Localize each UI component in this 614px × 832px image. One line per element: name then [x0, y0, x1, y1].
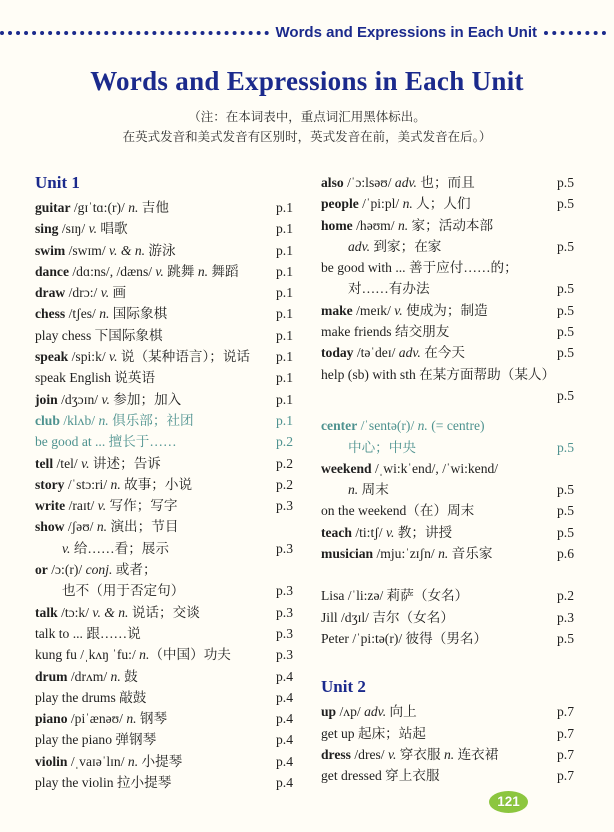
- entry-text: play chess 下国际象棋: [35, 327, 163, 343]
- vocab-entry: [35, 751, 303, 772]
- entry-text: tell /tel/ v. 讲述；告诉: [35, 455, 161, 471]
- entry-text: help (sb) with sth 在某方面帮助（某人）: [321, 366, 556, 382]
- entry-text: get up 起床；站起: [321, 725, 426, 741]
- unit-heading: Unit 2: [321, 677, 366, 697]
- page-ref: p.5: [557, 302, 574, 318]
- page-ref: p.1: [276, 391, 293, 407]
- entry-text: 中心；中央: [348, 439, 416, 455]
- page-ref: p.5: [557, 482, 574, 498]
- entry-text: Lisa /ˈli:zə/ 莉萨（女名）: [321, 588, 469, 604]
- page-ref: p.3: [557, 609, 574, 625]
- vocab-entry: [35, 218, 303, 239]
- page-ref: p.5: [557, 196, 574, 212]
- vocab-entry: [321, 765, 584, 786]
- page-ref: p.5: [557, 439, 574, 455]
- vocab-entry: [321, 300, 584, 321]
- vocab-columns: [35, 172, 584, 793]
- vocab-section: [321, 676, 584, 786]
- entry-text: teach /ti:tʃ/ v. 教；讲授: [321, 524, 453, 540]
- entry-text: be good with ... 善于应付……的；: [321, 260, 518, 276]
- vocab-entry: [35, 666, 303, 687]
- vocab-entry: [321, 342, 584, 363]
- page-ref: p.3: [276, 498, 293, 514]
- page-ref: [557, 415, 584, 436]
- vocab-entry: [35, 474, 303, 495]
- page-ref: [557, 458, 584, 479]
- entry-text: center /ˈsentə(r)/ n. (= centre): [321, 418, 485, 434]
- entry-text: dance /dɑ:ns/, /dæns/ v. 跳舞 n. 舞蹈: [35, 263, 239, 279]
- page-ref: p.5: [557, 630, 574, 646]
- vocab-entry: [321, 415, 584, 458]
- entry-text: speak /spi:k/ v. 说（某种语言）；说话: [35, 349, 251, 365]
- vocab-entry: [321, 522, 584, 543]
- entry-text: today /təˈdeɪ/ adv. 在今天: [321, 345, 465, 361]
- page-ref: p.4: [276, 732, 293, 748]
- page-ref: p.1: [276, 221, 293, 237]
- dotted-rule-left-icon: [0, 31, 269, 35]
- entry-text: adv. 到家；在家: [348, 238, 442, 254]
- page-ref: p.5: [557, 524, 574, 540]
- entry-text: talk /tɔ:k/ v. & n. 说话；交谈: [35, 604, 200, 620]
- vocab-entry: [35, 261, 303, 282]
- vocab-entry: [321, 364, 584, 407]
- entry-text: people /ˈpi:pl/ n. 人；人们: [321, 196, 471, 212]
- vocab-entry: [35, 453, 303, 474]
- page-ref: p.3: [276, 540, 293, 556]
- entry-text: play the drums 敲鼓: [35, 689, 147, 705]
- entry-text: make /meɪk/ v. 使成为；制造: [321, 302, 488, 318]
- entry-text: club /klʌb/ n. 俱乐部；社团: [35, 412, 194, 428]
- vocab-entry: [35, 708, 303, 729]
- page-ref: p.3: [276, 647, 293, 663]
- entry-text: write /raɪt/ v. 写作；写字: [35, 498, 178, 514]
- page-ref: p.1: [276, 306, 293, 322]
- entry-text: [321, 385, 557, 406]
- vocab-section: [321, 172, 584, 564]
- vocab-entry: [35, 240, 303, 261]
- entry-text: sing /sɪŋ/ v. 唱歌: [35, 221, 128, 237]
- entry-text: swim /swɪm/ v. & n. 游泳: [35, 242, 176, 258]
- page-ref: p.1: [276, 263, 293, 279]
- vocab-entry: [35, 516, 303, 559]
- page-ref: [276, 559, 303, 580]
- entry-text: Peter /ˈpi:tə(r)/ 彼得（男名）: [321, 630, 488, 646]
- entry-text: play the violin 拉小提琴: [35, 775, 172, 791]
- vocab-entry: [321, 744, 584, 765]
- vocab-entry: [35, 303, 303, 324]
- page-ref: p.2: [276, 455, 293, 471]
- vocab-entry: [321, 193, 584, 214]
- page-ref: p.5: [557, 238, 574, 254]
- vocab-entry: [35, 687, 303, 708]
- page-ref: p.1: [276, 327, 293, 343]
- page-ref: p.1: [276, 349, 293, 365]
- note-line-2: 在英式发音和美式发音有区别时，英式发音在前，美式发音在后。）: [122, 130, 492, 144]
- vocab-entry: [35, 197, 303, 218]
- running-header-label: Words and Expressions in Each Unit: [275, 24, 537, 41]
- entry-text: dress /dres/ v. 穿衣服 n. 连衣裙: [321, 746, 499, 762]
- unit-heading: Unit 1: [35, 173, 80, 192]
- page-ref: p.2: [276, 434, 293, 450]
- entry-text: get dressed 穿上衣服: [321, 768, 440, 784]
- page-ref: [557, 364, 584, 385]
- vocab-section: [35, 172, 303, 793]
- page-ref: p.7: [557, 746, 574, 762]
- vocab-entry: [35, 282, 303, 303]
- page-ref: p.5: [557, 503, 574, 519]
- vocab-entry: [35, 367, 303, 388]
- vocab-entry: [35, 623, 303, 644]
- entry-text: drum /drʌm/ n. 鼓: [35, 668, 138, 684]
- page-title: Words and Expressions in Each Unit: [90, 66, 524, 96]
- entry-text: n. 周末: [348, 482, 389, 498]
- page-ref: p.4: [276, 689, 293, 705]
- page-ref: p.1: [276, 370, 293, 386]
- page-number-badge: 121: [489, 791, 528, 813]
- entry-text: join /dʒɔɪn/ v. 参加；加入: [35, 391, 182, 407]
- vocab-entry: [35, 772, 303, 793]
- note-line-1: （注：在本词表中，重点词汇用黑体标出。: [188, 110, 426, 124]
- page-ref: p.4: [276, 668, 293, 684]
- vocab-entry: [35, 644, 303, 665]
- left-column: [35, 172, 303, 793]
- vocab-entry: [35, 410, 303, 431]
- entry-text: speak English 说英语: [35, 370, 156, 386]
- right-column: [321, 172, 584, 793]
- vocab-entry: [321, 628, 584, 649]
- vocab-entry: [321, 215, 584, 258]
- entry-text: or /ɔ:(r)/ conj. 或者；: [35, 562, 157, 578]
- entry-text: 对……有办法: [348, 281, 430, 297]
- vocab-entry: [35, 431, 303, 452]
- vocab-entry: [321, 543, 584, 564]
- vocab-entry: [321, 172, 584, 193]
- entry-text: piano /piˈænəʊ/ n. 钢琴: [35, 711, 168, 727]
- page-ref: p.4: [276, 711, 293, 727]
- page-ref: p.7: [557, 725, 574, 741]
- page-ref: p.3: [276, 583, 293, 599]
- page-ref: [276, 516, 303, 537]
- page-ref: p.5: [557, 281, 574, 297]
- page-ref: p.2: [557, 588, 574, 604]
- entry-text: be good at ... 擅长于……: [35, 434, 177, 450]
- page-ref: p.1: [276, 200, 293, 215]
- entry-text: on the weekend（在）周末: [321, 503, 475, 519]
- entry-text: draw /drɔ:/ v. 画: [35, 285, 127, 301]
- vocab-entry: [35, 559, 303, 602]
- page-ref: p.7: [557, 768, 574, 784]
- page-ref: p.5: [557, 175, 574, 190]
- vocab-entry: [35, 325, 303, 346]
- page-ref: p.5: [557, 387, 574, 403]
- entry-text: Jill /dʒɪl/ 吉尔（女名）: [321, 609, 454, 625]
- page-ref: p.5: [557, 324, 574, 340]
- entry-text: weekend /ˌwi:kˈend/, /ˈwi:kend/: [321, 460, 499, 476]
- page-ref: p.5: [557, 345, 574, 361]
- entry-text: chess /tʃes/ n. 国际象棋: [35, 306, 168, 322]
- page-ref: [557, 257, 584, 278]
- entry-text: up /ʌp/ adv. 向上: [321, 704, 417, 720]
- vocab-entry: [321, 500, 584, 521]
- vocab-entry: [321, 585, 584, 606]
- page-ref: p.4: [276, 753, 293, 769]
- page-ref: p.1: [276, 242, 293, 258]
- vocab-entry: [321, 257, 584, 300]
- page-ref: p.1: [276, 412, 293, 428]
- page-ref: [557, 215, 584, 236]
- entry-text: violin /ˌvaɪəˈlɪn/ n. 小提琴: [35, 753, 183, 769]
- vocab-entry: [35, 602, 303, 623]
- vocab-entry: [35, 389, 303, 410]
- dotted-rule-right-icon: [544, 31, 606, 35]
- vocab-entry: [35, 729, 303, 750]
- page-ref: p.6: [557, 546, 574, 562]
- note-block: [0, 107, 614, 147]
- entry-text: v. 给……看；展示: [62, 540, 169, 556]
- page-ref: p.2: [276, 476, 293, 492]
- vocab-entry: [35, 346, 303, 367]
- vocab-entry: [321, 701, 584, 722]
- vocab-entry: [321, 723, 584, 744]
- entry-text: talk to ... 跟……说: [35, 625, 141, 641]
- entry-text: play the piano 弹钢琴: [35, 732, 157, 748]
- entry-text: show /ʃəʊ/ n. 演出；节目: [35, 519, 179, 535]
- page-ref: p.3: [276, 625, 293, 641]
- entry-text: kung fu /ˌkʌŋ ˈfu:/ n.（中国）功夫: [35, 647, 231, 663]
- page-ref: p.4: [276, 775, 293, 791]
- entry-text: also /ˈɔ:lsəʊ/ adv. 也；而且: [321, 175, 475, 190]
- page-ref: p.7: [557, 704, 574, 720]
- vocab-entry: [321, 607, 584, 628]
- entry-text: musician /mju:ˈzɪʃn/ n. 音乐家: [321, 546, 493, 562]
- running-header: [0, 24, 606, 41]
- entry-text: 也不（用于否定句）: [62, 583, 185, 599]
- vocab-entry: [321, 321, 584, 342]
- vocab-entry: [35, 495, 303, 516]
- vocab-entry: [321, 458, 584, 501]
- entry-text: home /həʊm/ n. 家；活动本部: [321, 217, 494, 233]
- page-ref: p.3: [276, 604, 293, 620]
- entry-text: story /ˈstɔ:ri/ n. 故事；小说: [35, 476, 193, 492]
- entry-text: guitar /gɪˈtɑ:(r)/ n. 吉他: [35, 200, 169, 215]
- entry-text: make friends 结交朋友: [321, 324, 450, 340]
- vocab-section: [321, 585, 584, 649]
- page-ref: p.1: [276, 285, 293, 301]
